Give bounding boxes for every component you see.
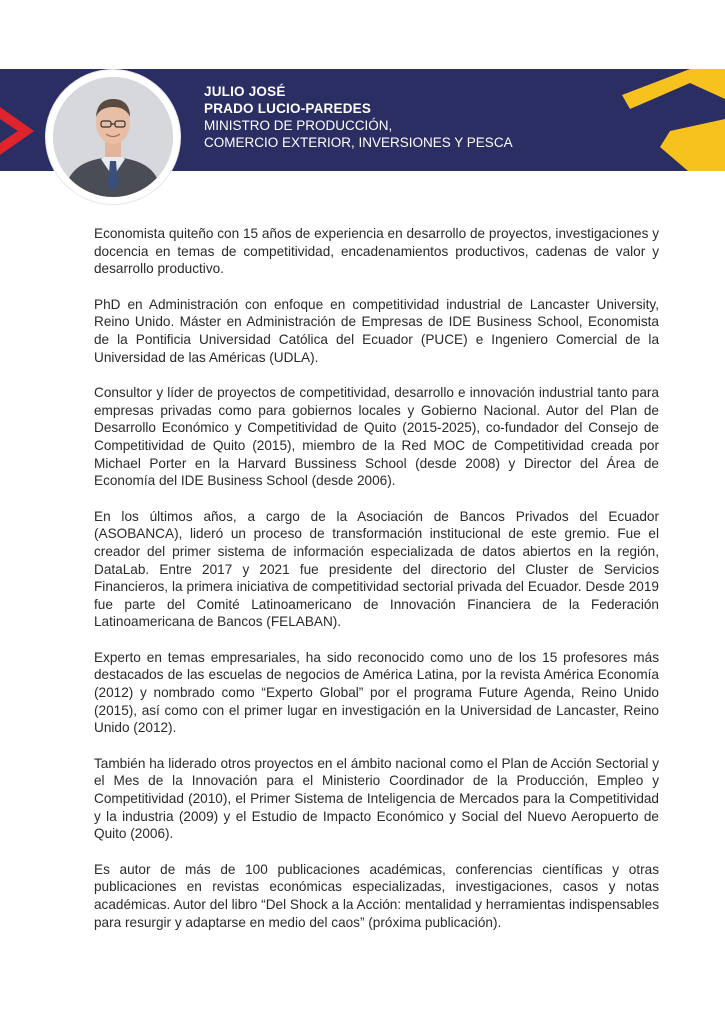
yellow-stripe-decoration xyxy=(600,69,725,171)
bio-paragraph: Experto en temas empresariales, ha sido reconocido como uno de los 15 profesores más destacados de las escuelas de negocios de América Latina, por la revista América Economía (2012) y nombrado como “Experto Global” por el programa Future Agenda, Reino Unido (2015), así como con el primer lugar en investigación en la Universidad de Lancaster, Reino Unido (2012). xyxy=(94,649,659,736)
header-title-block xyxy=(204,83,513,151)
portrait-photo xyxy=(53,77,173,197)
name-line-2: PRADO LUCIO-PAREDES xyxy=(204,101,372,116)
bio-paragraph: En los últimos años, a cargo de la Asociación de Bancos Privados del Ecuador (ASOBANCA), lideró un proceso de transformación institucional de este gremio. Fue el creador del primer sistema de información especializada de datos abiertos en la región, DataLab. Entre 2017 y 2021 fue presidente del directorio del Cluster de Servicios Financieros, la primera iniciativa de competitividad sectorial privada del Ecuador. Desde 2019 fue parte del Comité Latinoamericano de Innovación Financiera de la Federación Latinoamericana de Bancos (FELABAN). xyxy=(94,508,659,630)
person-silhouette-icon xyxy=(53,77,173,197)
biography-body xyxy=(94,225,659,949)
bio-paragraph: PhD en Administración con enfoque en competitividad industrial de Lancaster University, Reino Unido. Máster en Administración de Empresas de IDE Business School, Economista de la Pontificia Universidad Católica del Ecuador (PUCE) e Ingeniero Comercial de la Universidad de las Américas (UDLA). xyxy=(94,296,659,365)
role-line-2: COMERCIO EXTERIOR, INVERSIONES Y PESCA xyxy=(204,135,513,150)
role-line-1: MINISTRO DE PRODUCCIÓN, xyxy=(204,118,393,133)
bio-paragraph: Es autor de más de 100 publicaciones académicas, conferencias científicas y otras publicaciones en revistas económicas especializadas, investigaciones, casos y notas académicas. Autor del libro “Del Shock a la Acción: mentalidad y herramientas indispensables para resurgir y adaptarse en medio del caos” (próxima publicación). xyxy=(94,861,659,930)
bio-paragraph: También ha liderado otros proyectos en el ámbito nacional como el Plan de Acción Sectorial y el Mes de la Innovación para el Ministerio Coordinador de la Producción, Empleo y Competitividad (2010), el Primer Sistema de Inteligencia de Mercados para la Competitividad y la industria (2009) y el Estudio de Impacto Económico y Social del Nuevo Aeropuerto de Quito (2006). xyxy=(94,755,659,842)
bio-paragraph: Consultor y líder de proyectos de competitividad, desarrollo e innovación industrial tanto para empresas privadas como para gobiernos locales y Gobierno Nacional. Autor del Plan de Desarrollo Económico y Competitividad de Quito (2015-2025), co-fundador del Consejo de Competitividad de Quito (2015), miembro de la Red MOC de Competitividad creada por Michael Porter en la Harvard Bussiness School (desde 2008) y Director del Área de Economía del IDE Business School (desde 2006). xyxy=(94,385,659,489)
name-line-1: JULIO JOSÉ xyxy=(204,84,286,99)
bio-paragraph: Economista quiteño con 15 años de experiencia en desarrollo de proyectos, investigaciones y docencia en temas de competitividad, encadenamientos productivos, cadenas de valor y desarrollo productivo. xyxy=(94,226,659,277)
